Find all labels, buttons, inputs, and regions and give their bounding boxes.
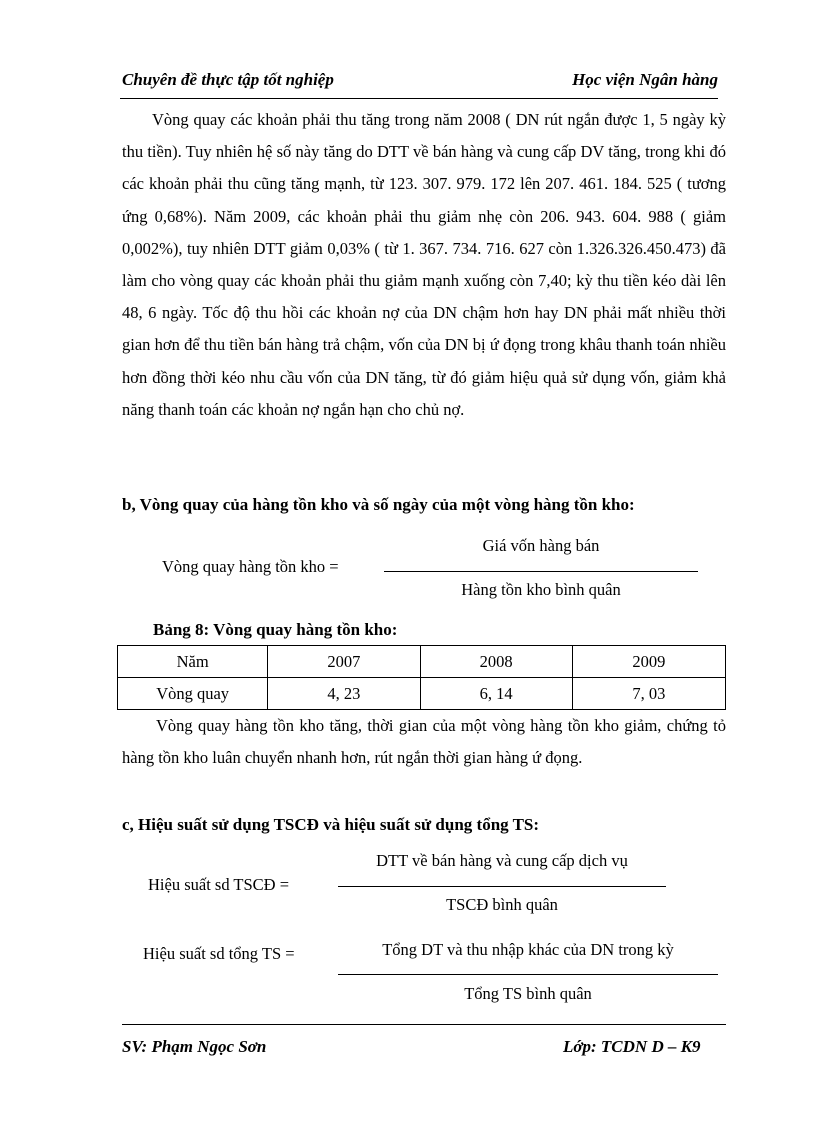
footer-divider bbox=[122, 1024, 726, 1025]
page-header bbox=[120, 66, 718, 99]
formula-lhs: Hiệu suất sd tổng TS = bbox=[143, 944, 295, 963]
table-cell: 2009 bbox=[572, 646, 725, 678]
table-cell: 2008 bbox=[420, 646, 572, 678]
formula-numerator: DTT về bán hàng và cung cấp dịch vụ bbox=[376, 851, 628, 870]
fraction-bar bbox=[384, 571, 698, 572]
formula-denominator: Hàng tồn kho bình quân bbox=[461, 580, 621, 599]
table-cell: Vòng quay bbox=[118, 678, 268, 710]
table-caption: Bảng 8: Vòng quay hàng tồn kho: bbox=[153, 620, 398, 639]
table-cell: 4, 23 bbox=[268, 678, 420, 710]
fraction-bar bbox=[338, 886, 666, 887]
footer-class-code: Lớp: TCDN D – K9 bbox=[563, 1037, 701, 1056]
formula-numerator: Tổng DT và thu nhập khác của DN trong kỳ bbox=[382, 940, 674, 959]
table-cell: 2007 bbox=[268, 646, 420, 678]
formula-lhs: Hiệu suất sd TSCĐ = bbox=[148, 875, 290, 894]
paragraph-inventory: Vòng quay hàng tồn kho tăng, thời gian của một vòng hàng tồn kho giảm, chứng tỏ hàng tồn kho luân chuyển nhanh hơn, rút ngắn thời gian hàng ứ đọng. bbox=[122, 716, 726, 768]
formula-denominator: TSCĐ bình quân bbox=[446, 895, 558, 914]
table-row bbox=[118, 646, 726, 678]
formula-lhs: Vòng quay hàng tồn kho = bbox=[162, 557, 339, 576]
footer-student-name: SV: Phạm Ngọc Sơn bbox=[122, 1037, 267, 1056]
section-heading-c: c, Hiệu suất sử dụng TSCĐ và hiệu suất sử dụng tổng TS: bbox=[122, 815, 540, 834]
paragraph-receivables: Vòng quay các khoản phải thu tăng trong năm 2008 ( DN rút ngắn được 1, 5 ngày kỳ thu tiền). Tuy nhiên hệ số này tăng do DTT về bán hàng và cung cấp DV tăng, trong khi đó các khoản phải thu cũng tăng mạnh, từ 123. 307. 979. 172 lên 207. 461. 184. 525 ( tương ứng 0,68%). Năm 2009, các khoản phải thu giảm nhẹ còn 206. 943. 604. 988 ( giảm 0,002%), tuy nhiên DTT giảm 0,03% ( từ 1. 367. 734. 716. 627 còn 1.326.326.450.473) đã làm cho vòng quay các khoản phải thu giảm mạnh xuống còn 7,40; kỳ thu tiền kéo dài lên 48, 6 ngày. Tốc độ thu hồi các khoản nợ của DN chậm hơn hay DN phải mất nhiều thời gian hơn để thu tiền bán hàng trả chậm, vốn của DN bị ứ đọng trong khâu thanh toán nhiều hơn đồng thời kéo nhu cầu vốn của DN tăng, từ đó giảm hiệu quả sử dụng vốn, giảm khả năng thanh toán các khoản nợ ngắn hạn cho chủ nợ. bbox=[122, 110, 726, 419]
table-cell: Năm bbox=[118, 646, 268, 678]
inventory-turnover-table bbox=[117, 645, 726, 710]
formula-denominator: Tổng TS bình quân bbox=[464, 984, 592, 1003]
table-row bbox=[118, 678, 726, 710]
header-title-right: Học viện Ngân hàng bbox=[572, 70, 718, 89]
fraction-bar bbox=[338, 974, 718, 975]
table-cell: 6, 14 bbox=[420, 678, 572, 710]
section-heading-b: b, Vòng quay của hàng tồn kho và số ngày của một vòng hàng tồn kho: bbox=[122, 495, 635, 514]
formula-numerator: Giá vốn hàng bán bbox=[482, 536, 600, 555]
header-title-left: Chuyên đề thực tập tốt nghiệp bbox=[122, 70, 334, 89]
table-cell: 7, 03 bbox=[572, 678, 725, 710]
